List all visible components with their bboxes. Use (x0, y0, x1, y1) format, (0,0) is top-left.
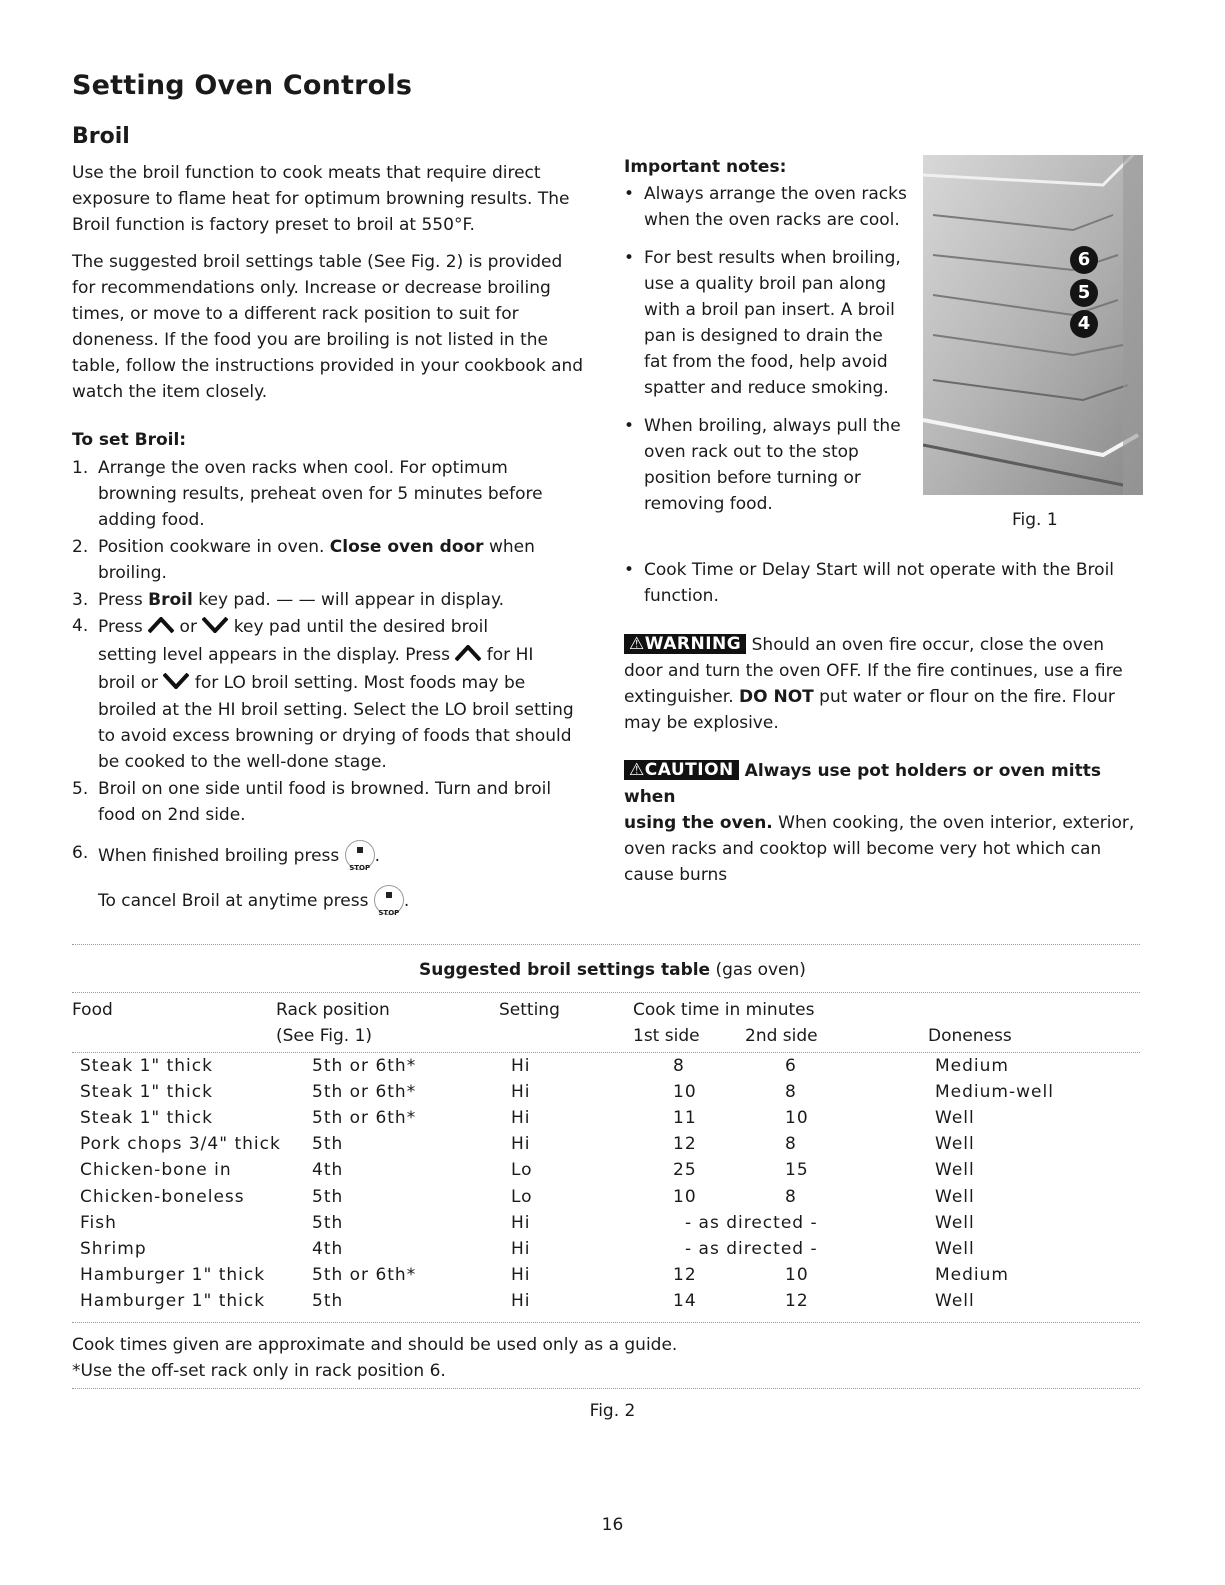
note-line: with a broil pan insert. A broil (644, 300, 895, 320)
cell-setting: Lo (511, 1160, 533, 1181)
bullet-dot: • (624, 560, 635, 580)
cell-food: Chicken-bone in (80, 1160, 232, 1181)
step-text: for LO broil setting. Most foods may be (189, 673, 526, 693)
intro-line: Broil function is factory preset to broil at 550°F. (72, 215, 475, 235)
cell-setting: Hi (511, 1134, 531, 1155)
cell-food: Hamburger 1" thick (80, 1290, 266, 1311)
note-line: When broiling, always pull the (644, 416, 901, 436)
table-row (0, 1134, 1225, 1160)
step-line: food on 2nd side. (98, 805, 246, 825)
cell-side-2-time: 6 (785, 1056, 797, 1076)
cell-rack-position: 5th or 6th* (312, 1108, 417, 1129)
cell-rack-position: 5th (312, 1290, 344, 1311)
cell-side-1-time: - as directed - (685, 1238, 818, 1259)
cell-side-2-time: 10 (785, 1108, 809, 1129)
intro-paragraph-1 (72, 160, 602, 238)
intro-line: exposure to flame heat for optimum browning results. The (72, 189, 570, 209)
table-body-rule (72, 1052, 1140, 1053)
cell-side-1-time: 14 (673, 1290, 697, 1311)
table-footnote-2: *Use the off-set rack only in rack position 6. (72, 1361, 446, 1381)
note-line: fat from the food, help avoid (644, 352, 888, 372)
stop-key-label: STOP (349, 864, 371, 872)
step-number: 1. (72, 458, 89, 478)
intro-line: for recommendations only. Increase or decrease broiling (72, 278, 551, 298)
caution-text: cause burns (624, 865, 728, 885)
step-text: setting level appears in the display. Press (98, 645, 456, 665)
intro-line: watch the item closely. (72, 382, 268, 402)
cell-setting: Hi (511, 1108, 531, 1129)
step-text: Press (98, 617, 149, 637)
figure-2-rule (72, 1388, 1140, 1389)
cell-side-2-time: 15 (785, 1160, 809, 1181)
cell-doneness: Medium (935, 1056, 1009, 1076)
cell-side-2-time: 8 (785, 1082, 797, 1103)
header-cook-time: Cook time in minutes (633, 1000, 815, 1020)
step-text: when (483, 537, 535, 557)
cell-rack-position: 4th (312, 1238, 344, 1259)
step-line: broiled at the HI broil setting. Select the LO broil setting (98, 700, 574, 720)
cell-side-1-time: 10 (673, 1082, 697, 1103)
cell-rack-position: 5th (312, 1134, 344, 1155)
caution-emphasis: using the oven. (624, 813, 773, 833)
step-line: Arrange the oven racks when cool. For optimum (98, 458, 508, 478)
table-row (0, 1239, 1225, 1265)
table-top-rule (72, 944, 1140, 945)
step-number: 6. (72, 843, 89, 863)
cell-food: Fish (80, 1212, 117, 1233)
rack-position-4-badge: 4 (1070, 310, 1098, 338)
cell-side-2-time: 8 (785, 1186, 797, 1207)
note-line: pan is designed to drain the (644, 326, 883, 346)
note-line: oven rack out to the stop (644, 442, 859, 462)
cell-doneness: Well (935, 1186, 975, 1207)
step-line: to avoid excess browning or drying of foods that should (98, 726, 572, 746)
warning-badge: ⚠WARNING (624, 634, 746, 654)
note-line: removing food. (644, 494, 773, 514)
step-text: . (374, 846, 381, 866)
warning-text: Should an oven fire occur, close the oven (746, 635, 1105, 655)
header-food: Food (72, 1000, 113, 1020)
intro-paragraph-2 (72, 249, 602, 405)
down-arrow-icon (163, 670, 189, 686)
caution-badge: ⚠CAUTION (624, 760, 739, 780)
step-number: 3. (72, 590, 89, 610)
step-number: 5. (72, 779, 89, 799)
cell-food: Hamburger 1" thick (80, 1264, 266, 1285)
cell-side-1-time: 25 (673, 1160, 697, 1181)
table-header-rule (72, 992, 1140, 993)
cell-rack-position: 5th or 6th* (312, 1264, 417, 1285)
cancel-text: . (403, 891, 410, 911)
cell-side-1-time: - as directed - (685, 1212, 818, 1233)
cell-rack-position: 5th or 6th* (312, 1056, 417, 1076)
cell-food: Steak 1" thick (80, 1056, 213, 1076)
cell-food: Pork chops 3/4" thick (80, 1134, 281, 1155)
cell-food: Shrimp (80, 1238, 147, 1259)
step-line: browning results, preheat oven for 5 minutes before (98, 484, 543, 504)
page-title: Setting Oven Controls (72, 70, 413, 101)
step-text: or (174, 617, 203, 637)
step-text: for HI (481, 645, 534, 665)
cell-doneness: Well (935, 1290, 975, 1311)
note-line: position before turning or (644, 468, 861, 488)
table-bottom-rule (72, 1322, 1140, 1323)
cell-doneness: Well (935, 1134, 975, 1155)
note-line: Always arrange the oven racks (644, 184, 907, 204)
step-text: broil or (98, 673, 164, 693)
caution-emphasis: Always use pot holders or oven mitts when (624, 761, 1101, 807)
cell-side-1-time: 10 (673, 1186, 697, 1207)
cell-rack-position: 5th or 6th* (312, 1082, 417, 1103)
step-line: broiling. (98, 563, 167, 583)
header-side-1: 1st side (633, 1026, 700, 1046)
header-doneness: Doneness (928, 1026, 1012, 1046)
step-text: Press (98, 590, 149, 610)
cell-side-1-time: 12 (673, 1134, 697, 1155)
warning-text: extinguisher. (624, 687, 739, 707)
rack-position-6-badge: 6 (1070, 246, 1098, 274)
intro-line: table, follow the instructions provided in your cookbook and (72, 356, 584, 376)
bullet-dot: • (624, 416, 635, 436)
note-line: when the oven racks are cool. (644, 210, 900, 230)
cell-setting: Lo (511, 1186, 533, 1207)
caution-text: oven racks and cooktop will become very hot which can (624, 839, 1102, 859)
table-row (0, 1213, 1225, 1239)
warning-text: door and turn the oven OFF. If the fire continues, use a fire (624, 661, 1123, 681)
cell-setting: Hi (511, 1290, 531, 1311)
stop-key-label: STOP (378, 909, 400, 917)
intro-line: doneness. If the food you are broiling is not listed in the (72, 330, 548, 350)
cell-side-1-time: 11 (673, 1108, 697, 1129)
step-line: adding food. (98, 510, 205, 530)
cell-side-2-time: 10 (785, 1264, 809, 1285)
step-line: Broil on one side until food is browned. Turn and broil (98, 779, 552, 799)
figure-2-caption: Fig. 2 (589, 1401, 636, 1421)
table-row (0, 1265, 1225, 1291)
cell-side-2-time: 12 (785, 1290, 809, 1311)
step-text: Position cookware in oven. (98, 537, 330, 557)
cell-setting: Hi (511, 1212, 531, 1233)
cell-food: Steak 1" thick (80, 1082, 213, 1103)
step-text: When finished broiling press (98, 846, 345, 866)
cell-setting: Hi (511, 1082, 531, 1103)
down-arrow-icon (202, 614, 228, 630)
header-setting: Setting (499, 1000, 560, 1020)
table-footnote-1: Cook times given are approximate and should be used only as a guide. (72, 1335, 678, 1355)
intro-line: times, or move to a different rack position to suit for (72, 304, 519, 324)
cell-doneness: Medium (935, 1264, 1009, 1285)
table-title-rest: (gas oven) (710, 960, 806, 980)
cancel-text: To cancel Broil at anytime press (98, 891, 374, 911)
cell-rack-position: 5th (312, 1212, 344, 1233)
notes-heading: Important notes: (624, 157, 787, 177)
table-row (0, 1160, 1225, 1186)
step-text: key pad until the desired broil (228, 617, 489, 637)
table-title-bold: Suggested broil settings table (419, 960, 711, 980)
table-row (0, 1187, 1225, 1213)
step-number: 4. (72, 616, 89, 636)
section-heading: Broil (72, 124, 130, 149)
stop-key-icon (374, 885, 404, 915)
note-line: spatter and reduce smoking. (644, 378, 889, 398)
cell-doneness: Well (935, 1108, 975, 1129)
table-title (0, 957, 1225, 983)
cell-doneness: Medium-well (935, 1082, 1054, 1103)
note-line: For best results when broiling, (644, 248, 901, 268)
up-arrow-icon (455, 642, 481, 658)
figure-1-caption: Fig. 1 (1012, 510, 1058, 530)
table-row (0, 1056, 1225, 1082)
cell-setting: Hi (511, 1056, 531, 1076)
step-number: 2. (72, 537, 89, 557)
cell-side-2-time: 8 (785, 1134, 797, 1155)
cell-setting: Hi (511, 1264, 531, 1285)
oven-rack-photo (923, 155, 1143, 495)
cell-doneness: Well (935, 1160, 975, 1181)
note-line: Cook Time or Delay Start will not operate with the Broil (644, 560, 1115, 580)
cell-side-1-time: 8 (673, 1056, 685, 1076)
note-line: function. (644, 586, 719, 606)
intro-line: The suggested broil settings table (See Fig. 2) is provided (72, 252, 563, 272)
table-row (0, 1082, 1225, 1108)
cell-food: Chicken-boneless (80, 1186, 245, 1207)
cell-doneness: Well (935, 1212, 975, 1233)
bullet-dot: • (624, 184, 635, 204)
bullet-dot: • (624, 248, 635, 268)
warning-text: may be explosive. (624, 713, 779, 733)
rack-position-5-badge: 5 (1070, 279, 1098, 307)
step-text: key pad. — — will appear in display. (192, 590, 505, 610)
cell-doneness: Well (935, 1238, 975, 1259)
table-row (0, 1291, 1225, 1317)
table-row (0, 1108, 1225, 1134)
steps-heading: To set Broil: (72, 430, 187, 450)
intro-line: Use the broil function to cook meats that require direct (72, 163, 541, 183)
step-emphasis: Close oven door (329, 537, 484, 557)
header-side-2: 2nd side (745, 1026, 818, 1046)
cell-rack-position: 4th (312, 1160, 344, 1181)
broil-key-label: Broil (148, 590, 193, 610)
caution-block (624, 758, 1144, 888)
caution-text: When cooking, the oven interior, exterior, (772, 813, 1135, 833)
page-number: 16 (601, 1515, 624, 1535)
note-line: use a quality broil pan along (644, 274, 887, 294)
up-arrow-icon (148, 614, 174, 630)
stop-key-icon (345, 840, 375, 870)
warning-block (624, 632, 1144, 736)
warning-text: put water or flour on the fire. Flour (813, 687, 1115, 707)
cell-food: Steak 1" thick (80, 1108, 213, 1129)
step-line: be cooked to the well-done stage. (98, 752, 387, 772)
cell-setting: Hi (511, 1238, 531, 1259)
warning-emphasis: DO NOT (739, 687, 814, 707)
cell-side-1-time: 12 (673, 1264, 697, 1285)
header-rack: Rack position (276, 1000, 390, 1020)
cell-rack-position: 5th (312, 1186, 344, 1207)
cancel-broil-instruction (98, 885, 409, 915)
header-rack-note: (See Fig. 1) (276, 1026, 373, 1046)
